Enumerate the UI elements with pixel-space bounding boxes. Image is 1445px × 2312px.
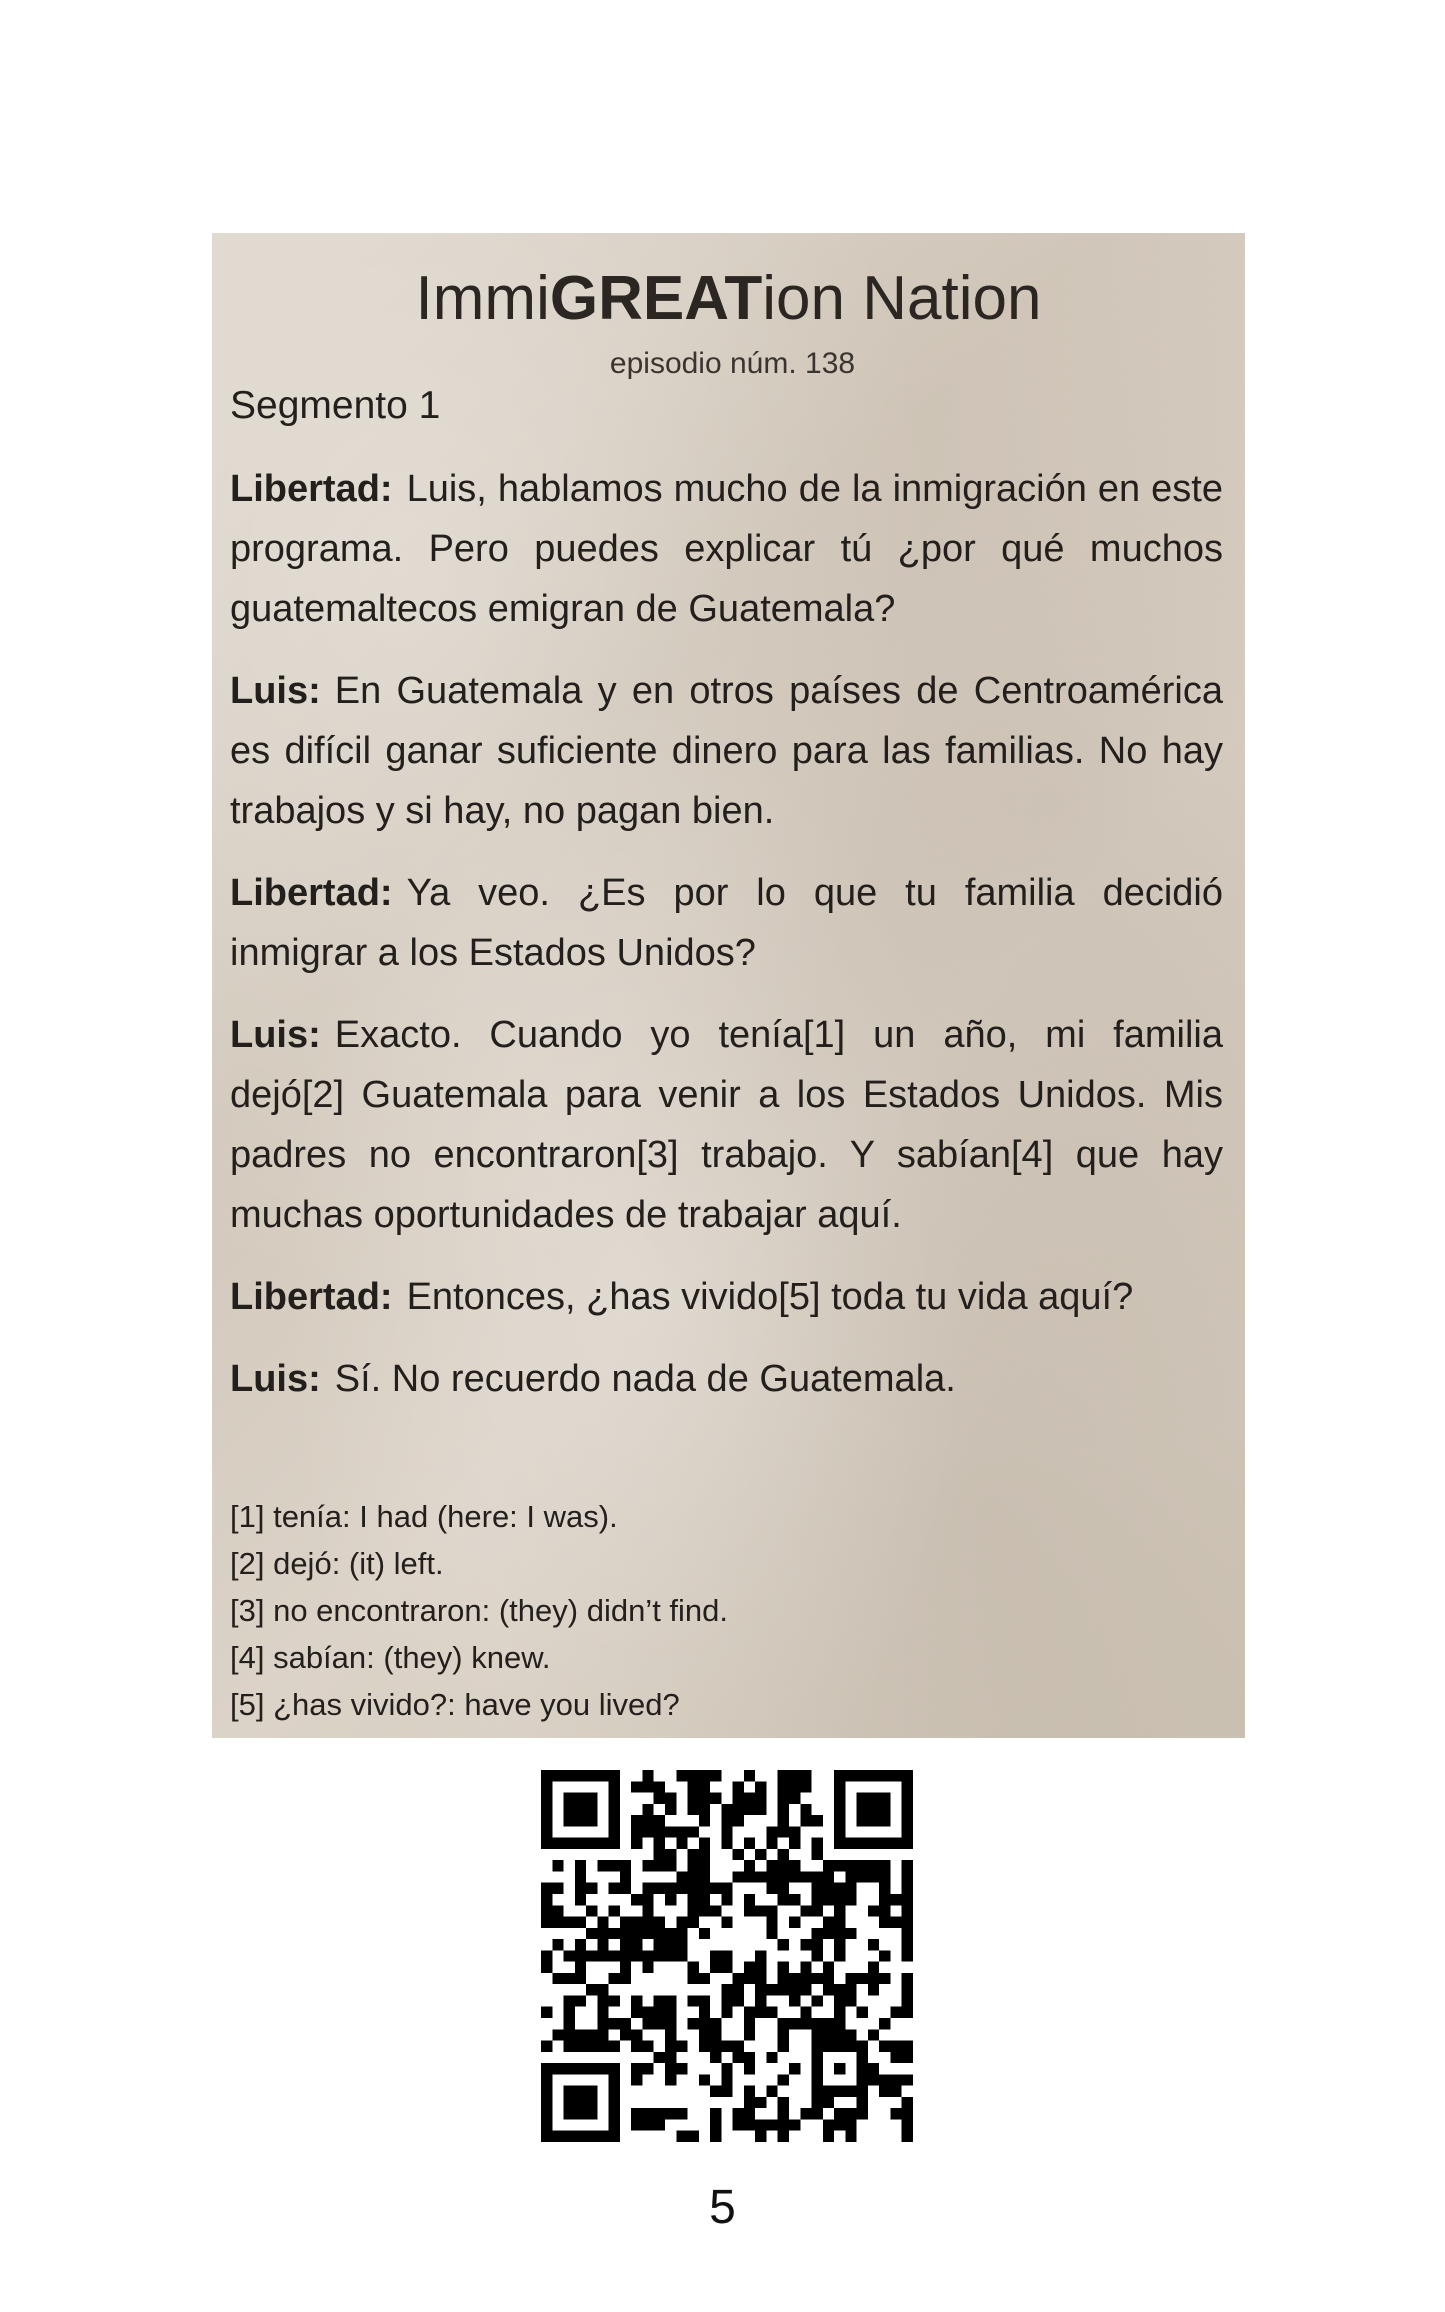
qr-code-icon [541,1770,913,2142]
footnotes [230,1493,728,1728]
dialog [230,459,1223,1431]
speaker-name: Libertad: [230,1276,393,1318]
page-number: 5 [709,2181,736,2234]
episode-number: episodio núm. 138 [609,347,856,380]
speech-text: Ya veo. ¿Es por lo que tu familia decidió inmigrar a los Estados Unidos? [230,872,1223,974]
speaker-name: Luis: [230,670,321,712]
speech-text: Luis, hablamos mucho de la inmigración en este programa. Pero puedes explicar tú ¿por qué muchos guatemaltecos emigran de Guatemala? [230,468,1223,630]
speaker-name: Libertad: [230,468,393,510]
dialog-turn [230,1267,1223,1327]
speech-text: Entonces, ¿has vivido[5] toda tu vida aquí? [406,1276,1134,1318]
dialog-turn [230,1349,1223,1409]
dialog-turn [230,661,1223,841]
speech-text: Exacto. Cuando yo tenía[1] un año, mi familia dejó[2] Guatemala para venir a los Estados Unidos. Mis padres no encontraron[3] trabajo. Y sabían[4] que hay muchas oportunidades de trabajar aquí. [230,1014,1223,1236]
transcript-card [212,233,1245,1738]
dialog-turn [230,459,1223,639]
footnote: [3] no encontraron: (they) didn’t find. [230,1593,729,1628]
footnote: [2] dejó: (it) left. [230,1546,444,1581]
show-title-bold: GREAT [549,264,763,333]
footnote: [4] sabían: (they) knew. [230,1640,551,1675]
speaker-name: Luis: [230,1358,321,1400]
show-title [212,263,1245,335]
speaker-name: Luis: [230,1014,321,1056]
footnote: [5] ¿has vivido?: have you lived? [230,1687,680,1722]
speech-text: En Guatemala y en otros países de Centroamérica es difícil ganar suficiente dinero para las familias. No hay trabajos y si hay, no pagan bien. [230,670,1223,832]
speech-text: Sí. No recuerdo nada de Guatemala. [334,1358,956,1400]
footnote: [1] tenía: I had (here: I was). [230,1499,618,1534]
show-title-prefix: Immi [415,264,550,333]
dialog-turn [230,1005,1223,1245]
dialog-turn [230,863,1223,983]
show-title-suffix: ion Nation [762,264,1042,333]
speaker-name: Libertad: [230,872,393,914]
segment-heading: Segmento 1 [230,384,441,427]
